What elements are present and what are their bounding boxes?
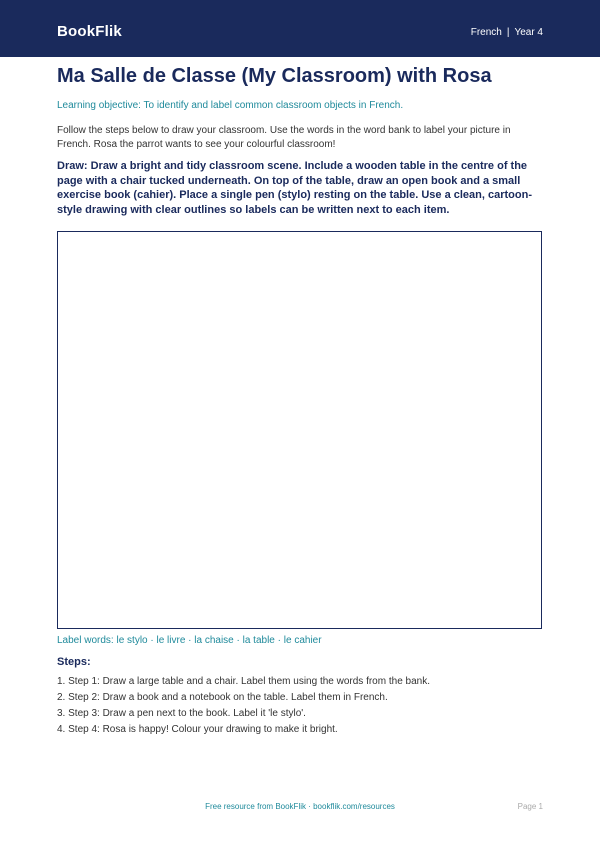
steps-list: [57, 675, 430, 739]
subject-label: French: [470, 27, 502, 38]
brand-logo-text: BookFlik: [57, 23, 122, 40]
step-item: 1. Step 1: Draw a large table and a chair. Label them using the words from the bank.: [57, 676, 430, 687]
step-item: 3. Step 3: Draw a pen next to the book. Label it 'le stylo'.: [57, 708, 306, 719]
header-bar: [0, 0, 600, 57]
year-label: Year 4: [514, 27, 543, 38]
page-title: Ma Salle de Classe (My Classroom) with Rosa: [57, 65, 492, 87]
step-item: 2. Step 2: Draw a book and a notebook on the table. Label them in French.: [57, 692, 388, 703]
drawing-area[interactable]: [57, 231, 542, 629]
learning-objective: Learning objective: To identify and label common classroom objects in French.: [57, 100, 404, 111]
label-word-bank: Label words: le stylo · le livre · la chaise · la table · le cahier: [57, 635, 322, 646]
intro-text: Follow the steps below to draw your classroom. Use the words in the word bank to label your picture in French. Rosa the parrot wants to see your colourful classroom!: [57, 125, 511, 150]
draw-instruction: Draw: Draw a bright and tidy classroom scene. Include a wooden table in the centre of the page with a chair tucked underneath. On top of the table, draw an open book and a small exercise book (cahier). Place a single pen (stylo) resting on the table. Use a clean, cartoon-style drawing with clear outlines so labels can be written next to each item.: [57, 160, 532, 216]
steps-heading: Steps:: [57, 656, 91, 668]
footer-text: Free resource from BookFlik · bookflik.com/resources: [205, 802, 395, 811]
step-item: 4. Step 4: Rosa is happy! Colour your drawing to make it bright.: [57, 724, 338, 735]
subject-year: [471, 27, 543, 38]
meta-separator: |: [506, 27, 510, 38]
page-number: Page 1: [517, 802, 543, 811]
